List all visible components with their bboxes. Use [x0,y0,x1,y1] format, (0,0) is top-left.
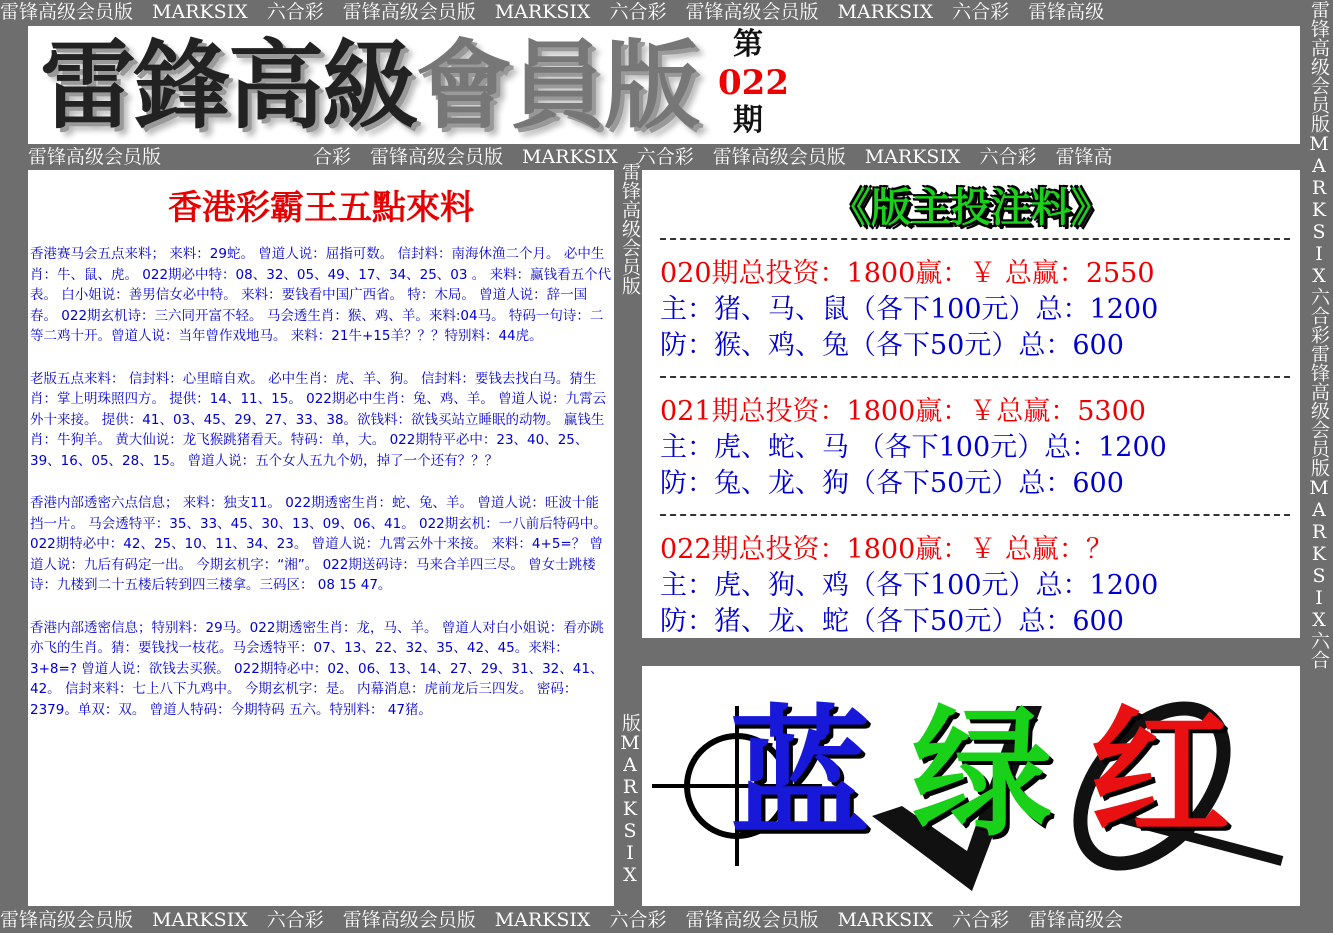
middle-banner-band: 雷锋高级会员版 合彩 雷锋高级会员版 MARKSIX 六合彩 雷锋高级会员版 MARKSIX 六合彩 雷锋高 [28,146,1113,168]
bet-guard: 防：猪、龙、蛇（各下50元）总：600 [660,606,1124,637]
bet-block-022 [660,532,1158,638]
logo-panel [642,666,1300,906]
bet-total: 022期总投资：1800赢：￥ 总赢：？ [660,534,1113,565]
bottom-banner-band: 雷锋高级会员版 MARKSIX 六合彩 雷锋高级会员版 MARKSIX 六合彩 雷锋高级会员版 MARKSIX 六合彩 雷锋高级会 [0,909,1124,931]
bet-guard: 防：猴、鸡、兔（各下50元）总：600 [660,330,1124,361]
issue-label [718,26,789,140]
info-paragraph: 香港内部透密六点信息； 来料：独支11。 022期透密生肖：蛇、兔、羊。 曾道人说：旺波十能挡一片。 马会透特平：35、33、45、30、13、09、06、41。 022期玄机：一八前后特码中。 022期特必中：42、25、10、11、34、23。 曾道人说：九霄云外十来接。 来料：4+5=？ 曾道人说：九后有码定一出。 今期玄机字：“湘”。 022期送码诗：马来合羊四三尽。 曾女士跳楼诗：九楼到二十五楼后转到四三楼拿。三码区： 08 15 47。 [30,495,607,593]
betting-panel-heading: 《版主投注料》 [831,184,1111,231]
main-title-soft: 會員版 [416,29,698,142]
info-paragraph: 香港内部透密信息；特别料：29马。022期透密生肖：龙，马、羊。 曾道人对白小姐说：看亦跳亦飞的生肖。猜：要钱找一枝花。马会透特平：07、13、22、32、35、42、45。来料：3+8=? 曾道人说：欲钱去买猴。 022期特必中：02、06、13、14、27、29、31、32、41、42。 信封来料：七上八下九鸡中。 今期玄机字：是。 内幕消息：虎前龙后三四发。 密码：2379。单双：双。 曾道人特码：今期特码 五六。特别料： 47猪。 [30,619,604,718]
logo-red-word: 红 [1090,692,1231,856]
issue-suffix: 期 [733,103,763,138]
main-title-strong: 雷鋒高級 [40,29,416,142]
top-banner-band: 雷锋高级会员版 MARKSIX 六合彩 雷锋高级会员版 MARKSIX 六合彩 雷锋高级会员版 MARKSIX 六合彩 雷锋高级 [0,1,1105,23]
issue-prefix: 第 [733,27,763,62]
bet-guard: 防：兔、龙、狗（各下50元）总：600 [660,468,1124,499]
info-paragraph: 香港赛马会五点来料； 来料：29蛇。 曾道人说：屈指可数。 信封料：南海休渔二个月。 必中生肖：牛、鼠、虎。 022期必中特：08、32、05、49、17、34、25、03 。 来料：赢钱看五个代表。 白小姐说：善男信女必中特。 来料：要钱看中国广西省。 特：木局。 曾道人说：辞一国春。 022期玄机诗：三六同开富不轻。 马会透生肖：猴、鸡、羊。来料:04马。 特码一句诗：二等二鸡十开。曾道人说：当年曾作戏地马。 来料：21牛+15羊？？？特别料：44虎。 [30,246,612,344]
info-paragraph: 老版五点来料： 信封料：心里暗自欢。 必中生肖：虎、羊、狗。 信封料：要钱去找白马。猜生肖：掌上明珠照四方。 提供：14、11、15。 022期必中生肖：兔、鸡、羊。 曾道人说：九霄云外十来接。 提供：41、03、45、29、27、33、38。欲钱料：欲钱买站立睡眠的动物。 赢钱生肖：牛狗羊。 黄大仙说：龙飞猴跳猪看天。特码：单，大。 022期特平必中：23、40、25、39、16、05、28、15。 曾道人说：五个女人五九个奶，掉了一个还有？？？ [30,370,607,469]
center-banner-band: 雷锋高级会员版 版MARKSIX [619,162,641,886]
bet-total: 021期总投资：1800赢：￥总赢：5300 [660,396,1146,427]
divider [660,514,1290,516]
bet-main: 主：虎、狗、鸡（各下100元）总：1200 [660,570,1159,601]
logo-green-word: 绿 [912,692,1053,856]
divider [660,238,1290,240]
title-panel [28,26,1300,144]
issue-number: 022 [718,63,789,103]
bet-block-021 [660,394,1167,502]
left-panel-body [30,244,612,742]
left-info-panel [28,170,614,906]
main-title [40,29,698,142]
bet-main: 主：虎、蛇、马 （各下100元）总：1200 [660,432,1167,463]
left-panel-heading: 香港彩霸王五點來料 [168,188,474,228]
betting-panel [642,170,1300,638]
logo-blue-word: 蓝 [730,692,871,856]
bet-main: 主：猪、马、鼠（各下100元）总：1200 [660,294,1159,325]
bet-total: 020期总投资：1800赢：￥ 总赢：2550 [660,258,1155,289]
divider [660,376,1290,378]
bet-block-020 [660,256,1158,364]
right-banner-band: 雷锋高级会员版MARKSIX六合彩雷锋高级会员版MARKSIX六合 [1308,0,1330,669]
